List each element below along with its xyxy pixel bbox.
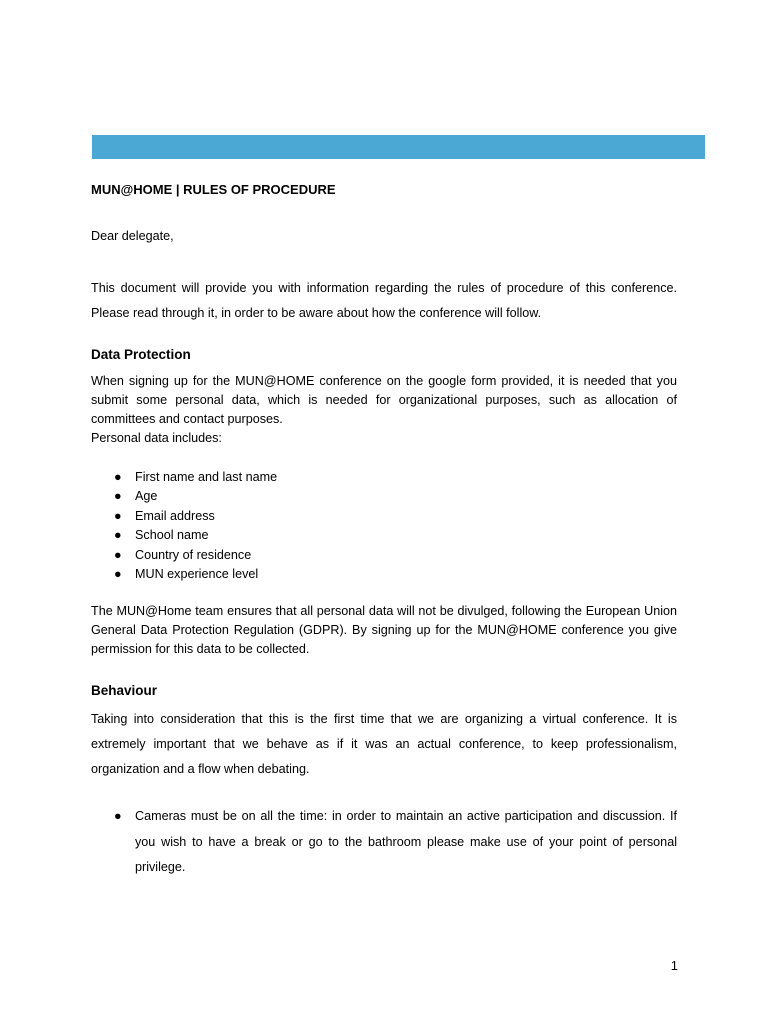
data-protection-text: When signing up for the MUN@HOME conference on the google form provided, it is needed that you submit some personal data, which is needed for organizational purposes, such as allocation of committees and contact purposes. xyxy=(91,374,677,426)
list-item: ● Age xyxy=(91,487,677,506)
bullet-icon: ● xyxy=(114,809,122,824)
list-item: ● First name and last name xyxy=(91,468,677,487)
bullet-icon: ● xyxy=(114,508,122,523)
behaviour-heading: Behaviour xyxy=(91,683,158,699)
list-item: ● Cameras must be on all the time: in order to maintain an active participation and discussion. If you wish to have a break or go to the bathroom please make use of your point of personal privilege. xyxy=(91,804,677,881)
intro-paragraph: This document will provide you with information regarding the rules of procedure of this conference. Please read through it, in order to be aware about how the conference will follow. xyxy=(91,281,677,320)
bullet-icon: ● xyxy=(114,489,122,504)
personal-data-intro: Personal data includes: xyxy=(91,431,222,445)
page-number: 1 xyxy=(670,958,678,973)
bullet-icon: ● xyxy=(114,567,122,582)
bullet-icon: ● xyxy=(114,547,122,562)
gdpr-paragraph: The MUN@Home team ensures that all personal data will not be divulged, following the European Union General Data Protection Regulation (GDPR). By signing up for the MUN@HOME conference you give permission for this data to be collected. xyxy=(91,604,677,657)
list-item: ● School name xyxy=(91,526,677,545)
list-item: ● Email address xyxy=(91,507,677,526)
document-title: MUN@HOME | RULES OF PROCEDURE xyxy=(91,182,336,197)
list-item: ● MUN experience level xyxy=(91,565,677,584)
bullet-icon: ● xyxy=(114,470,122,484)
list-item: ● Country of residence xyxy=(91,546,677,565)
data-protection-heading: Data Protection xyxy=(91,347,191,362)
document-body xyxy=(91,180,677,881)
behaviour-rules-list xyxy=(91,804,677,881)
header-accent-bar xyxy=(92,135,705,159)
behaviour-paragraph: Taking into consideration that this is the first time that we are organizing a virtual conference. It is extremely important that we behave as if it was an actual conference, to keep professionalism, organization and a flow when debating. xyxy=(91,712,677,777)
greeting: Dear delegate, xyxy=(91,229,174,243)
bullet-icon: ● xyxy=(114,528,122,543)
data-protection-paragraph xyxy=(91,372,677,448)
personal-data-list xyxy=(91,468,677,584)
